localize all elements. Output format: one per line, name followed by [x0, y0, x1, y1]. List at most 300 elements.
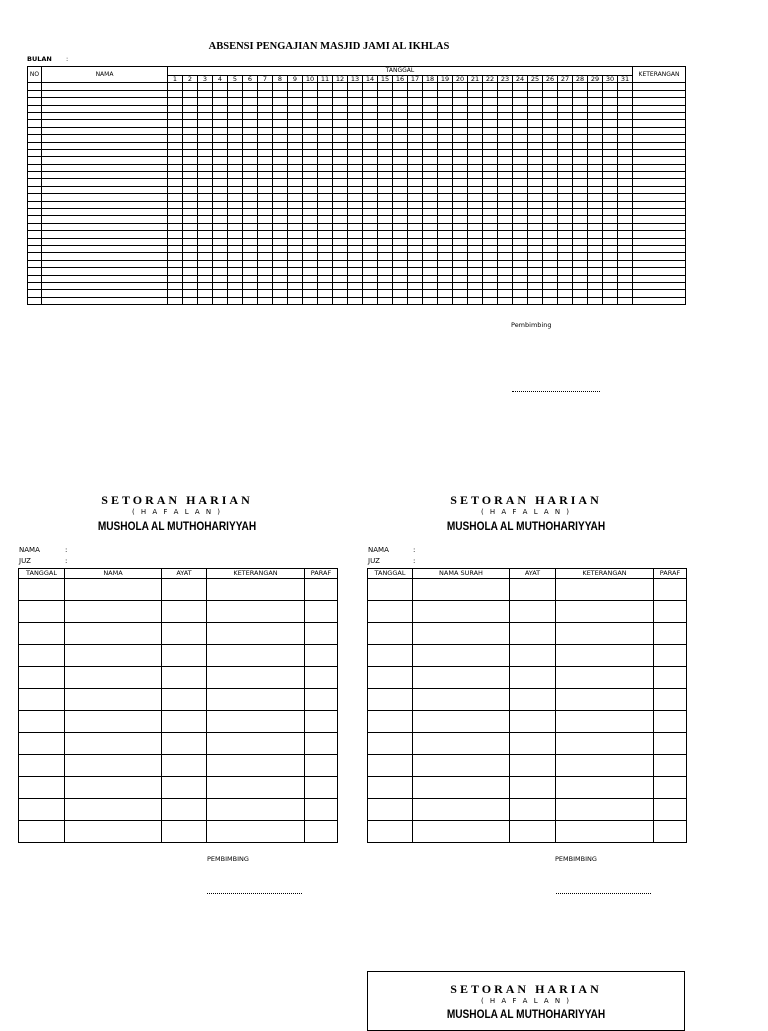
- attendance-cell: [288, 149, 303, 156]
- attendance-cell: [363, 223, 378, 230]
- attendance-cell: [588, 238, 603, 245]
- attendance-cell: [273, 209, 288, 216]
- attendance-cell: [378, 186, 393, 193]
- attendance-cell: [558, 194, 573, 201]
- attendance-cell: [423, 231, 438, 238]
- attendance-cell: [258, 149, 273, 156]
- setoran-cell: [556, 667, 654, 689]
- attendance-cell: [468, 260, 483, 267]
- attendance-cell: [28, 297, 42, 304]
- setoran-cell: [305, 667, 338, 689]
- attendance-cell: [303, 90, 318, 97]
- day-header: 30: [603, 76, 618, 83]
- attendance-cell: [498, 83, 513, 90]
- attendance-cell: [168, 297, 183, 304]
- attendance-cell: [318, 105, 333, 112]
- attendance-cell: [438, 245, 453, 252]
- left-nama-label: NAMA: [19, 546, 40, 554]
- attendance-cell: [228, 209, 243, 216]
- attendance-cell: [288, 209, 303, 216]
- attendance-cell: [603, 120, 618, 127]
- attendance-cell: [183, 98, 198, 105]
- setoran-cell: [654, 755, 687, 777]
- attendance-cell: [348, 223, 363, 230]
- setoran-cell: [413, 623, 510, 645]
- attendance-cell: [303, 179, 318, 186]
- attendance-cell: [468, 238, 483, 245]
- attendance-cell: [558, 142, 573, 149]
- attendance-cell: [258, 253, 273, 260]
- attendance-cell: [603, 282, 618, 289]
- setoran-cell: [19, 755, 65, 777]
- attendance-cell: [423, 149, 438, 156]
- attendance-cell: [28, 135, 42, 142]
- attendance-cell: [423, 172, 438, 179]
- attendance-cell: [468, 194, 483, 201]
- attendance-cell: [28, 127, 42, 134]
- attendance-cell: [213, 105, 228, 112]
- attendance-cell: [633, 149, 686, 156]
- right-juz-label: JUZ: [368, 557, 380, 565]
- attendance-cell: [528, 83, 543, 90]
- attendance-cell: [288, 238, 303, 245]
- setoran-cell: [556, 623, 654, 645]
- attendance-row: [28, 83, 686, 90]
- attendance-cell: [573, 275, 588, 282]
- attendance-cell: [333, 83, 348, 90]
- attendance-cell: [168, 282, 183, 289]
- attendance-cell: [28, 90, 42, 97]
- attendance-cell: [42, 223, 168, 230]
- attendance-cell: [573, 157, 588, 164]
- setoran-right-title: SETORAN HARIAN: [450, 493, 602, 507]
- attendance-cell: [573, 179, 588, 186]
- attendance-cell: [453, 179, 468, 186]
- attendance-cell: [618, 142, 633, 149]
- attendance-cell: [528, 297, 543, 304]
- attendance-cell: [633, 201, 686, 208]
- attendance-cell: [42, 142, 168, 149]
- attendance-row: [28, 149, 686, 156]
- attendance-cell: [378, 282, 393, 289]
- header-tanggal: TANGGAL: [168, 67, 633, 76]
- attendance-cell: [318, 179, 333, 186]
- attendance-cell: [543, 194, 558, 201]
- attendance-cell: [438, 238, 453, 245]
- attendance-cell: [228, 260, 243, 267]
- attendance-cell: [168, 120, 183, 127]
- attendance-cell: [468, 142, 483, 149]
- attendance-cell: [423, 90, 438, 97]
- attendance-cell: [213, 135, 228, 142]
- attendance-cell: [573, 223, 588, 230]
- attendance-cell: [588, 135, 603, 142]
- attendance-cell: [213, 112, 228, 119]
- attendance-cell: [363, 275, 378, 282]
- attendance-cell: [42, 268, 168, 275]
- setoran-row: [368, 623, 687, 645]
- attendance-cell: [498, 231, 513, 238]
- left-juz-colon: :: [65, 557, 68, 565]
- attendance-cell: [228, 268, 243, 275]
- setoran-cell: [654, 711, 687, 733]
- attendance-cell: [288, 142, 303, 149]
- setoran-cell: [556, 777, 654, 799]
- attendance-cell: [168, 201, 183, 208]
- attendance-cell: [483, 209, 498, 216]
- attendance-cell: [168, 157, 183, 164]
- setoran-cell: [207, 579, 305, 601]
- day-header: 22: [483, 76, 498, 83]
- attendance-cell: [243, 209, 258, 216]
- attendance-cell: [483, 297, 498, 304]
- attendance-cell: [603, 209, 618, 216]
- attendance-cell: [273, 179, 288, 186]
- attendance-cell: [348, 290, 363, 297]
- attendance-cell: [333, 216, 348, 223]
- attendance-cell: [28, 209, 42, 216]
- setoran-cell: [510, 689, 556, 711]
- attendance-cell: [288, 260, 303, 267]
- attendance-cell: [633, 135, 686, 142]
- attendance-cell: [498, 282, 513, 289]
- attendance-cell: [483, 164, 498, 171]
- attendance-cell: [348, 164, 363, 171]
- attendance-cell: [213, 275, 228, 282]
- attendance-row: [28, 268, 686, 275]
- attendance-cell: [168, 98, 183, 105]
- attendance-cell: [513, 142, 528, 149]
- attendance-cell: [408, 297, 423, 304]
- attendance-row: [28, 216, 686, 223]
- setoran-cell: [654, 667, 687, 689]
- attendance-cell: [558, 157, 573, 164]
- attendance-cell: [363, 290, 378, 297]
- attendance-cell: [228, 127, 243, 134]
- attendance-cell: [393, 179, 408, 186]
- setoran-cell: [19, 689, 65, 711]
- attendance-cell: [408, 142, 423, 149]
- attendance-cell: [243, 268, 258, 275]
- attendance-cell: [618, 186, 633, 193]
- attendance-cell: [543, 253, 558, 260]
- attendance-cell: [273, 90, 288, 97]
- attendance-cell: [408, 209, 423, 216]
- attendance-cell: [288, 120, 303, 127]
- attendance-cell: [168, 275, 183, 282]
- attendance-cell: [543, 164, 558, 171]
- attendance-cell: [213, 164, 228, 171]
- attendance-cell: [423, 201, 438, 208]
- attendance-cell: [288, 297, 303, 304]
- attendance-cell: [588, 194, 603, 201]
- attendance-cell: [513, 245, 528, 252]
- attendance-cell: [453, 223, 468, 230]
- attendance-cell: [42, 194, 168, 201]
- attendance-cell: [498, 142, 513, 149]
- attendance-cell: [288, 268, 303, 275]
- attendance-cell: [363, 135, 378, 142]
- attendance-cell: [543, 157, 558, 164]
- attendance-cell: [513, 194, 528, 201]
- attendance-cell: [303, 238, 318, 245]
- setoran-cell: [162, 689, 207, 711]
- attendance-cell: [42, 290, 168, 297]
- attendance-cell: [633, 290, 686, 297]
- attendance-cell: [408, 98, 423, 105]
- attendance-cell: [558, 245, 573, 252]
- attendance-cell: [618, 179, 633, 186]
- attendance-cell: [288, 127, 303, 134]
- attendance-cell: [318, 238, 333, 245]
- attendance-cell: [258, 142, 273, 149]
- setoran-left-org: MUSHOLA AL MUTHOHARIYYAH: [97, 521, 257, 533]
- attendance-cell: [588, 83, 603, 90]
- attendance-cell: [483, 127, 498, 134]
- attendance-cell: [378, 260, 393, 267]
- attendance-cell: [198, 194, 213, 201]
- attendance-cell: [168, 83, 183, 90]
- attendance-cell: [513, 282, 528, 289]
- attendance-cell: [273, 164, 288, 171]
- attendance-cell: [408, 186, 423, 193]
- attendance-cell: [573, 105, 588, 112]
- attendance-cell: [213, 194, 228, 201]
- attendance-cell: [528, 149, 543, 156]
- attendance-cell: [213, 120, 228, 127]
- attendance-cell: [558, 127, 573, 134]
- attendance-cell: [393, 209, 408, 216]
- setoran-cell: [654, 623, 687, 645]
- attendance-row: [28, 194, 686, 201]
- attendance-cell: [363, 179, 378, 186]
- day-header: 1: [168, 76, 183, 83]
- attendance-cell: [603, 253, 618, 260]
- attendance-cell: [633, 260, 686, 267]
- setoran-cell: [510, 711, 556, 733]
- setoran-row: [368, 733, 687, 755]
- attendance-cell: [528, 98, 543, 105]
- attendance-cell: [303, 83, 318, 90]
- setoran-cell: [413, 821, 510, 843]
- attendance-cell: [198, 290, 213, 297]
- attendance-cell: [408, 245, 423, 252]
- header-nama: NAMA: [42, 67, 168, 83]
- attendance-cell: [318, 297, 333, 304]
- attendance-cell: [423, 120, 438, 127]
- attendance-cell: [633, 245, 686, 252]
- attendance-cell: [543, 142, 558, 149]
- setoran-row: [19, 821, 338, 843]
- attendance-cell: [303, 135, 318, 142]
- attendance-cell: [198, 120, 213, 127]
- attendance-cell: [618, 297, 633, 304]
- attendance-cell: [363, 98, 378, 105]
- attendance-cell: [333, 253, 348, 260]
- attendance-cell: [633, 90, 686, 97]
- attendance-cell: [453, 201, 468, 208]
- attendance-cell: [348, 260, 363, 267]
- attendance-cell: [618, 201, 633, 208]
- attendance-cell: [318, 127, 333, 134]
- attendance-cell: [273, 238, 288, 245]
- day-header: 4: [213, 76, 228, 83]
- attendance-cell: [183, 149, 198, 156]
- attendance-cell: [468, 105, 483, 112]
- attendance-cell: [318, 164, 333, 171]
- attendance-cell: [168, 142, 183, 149]
- attendance-cell: [228, 157, 243, 164]
- attendance-cell: [438, 127, 453, 134]
- attendance-cell: [303, 260, 318, 267]
- left-col-paraf: PARAF: [305, 569, 338, 579]
- attendance-cell: [348, 245, 363, 252]
- attendance-cell: [543, 172, 558, 179]
- attendance-cell: [408, 194, 423, 201]
- attendance-cell: [408, 135, 423, 142]
- attendance-cell: [228, 290, 243, 297]
- attendance-cell: [228, 120, 243, 127]
- attendance-cell: [438, 253, 453, 260]
- attendance-cell: [28, 98, 42, 105]
- attendance-cell: [333, 223, 348, 230]
- setoran-cell: [19, 623, 65, 645]
- attendance-cell: [273, 135, 288, 142]
- attendance-row: [28, 231, 686, 238]
- attendance-cell: [393, 245, 408, 252]
- attendance-cell: [468, 216, 483, 223]
- attendance-cell: [243, 297, 258, 304]
- attendance-cell: [243, 275, 258, 282]
- attendance-cell: [198, 112, 213, 119]
- attendance-cell: [573, 127, 588, 134]
- attendance-cell: [258, 90, 273, 97]
- attendance-cell: [318, 194, 333, 201]
- attendance-cell: [303, 201, 318, 208]
- setoran-right-org: MUSHOLA AL MUTHOHARIYYAH: [446, 521, 606, 533]
- attendance-cell: [528, 260, 543, 267]
- attendance-cell: [543, 112, 558, 119]
- attendance-cell: [28, 157, 42, 164]
- right-nama-label: NAMA: [368, 546, 389, 554]
- attendance-cell: [258, 245, 273, 252]
- setoran-cell: [654, 821, 687, 843]
- attendance-cell: [483, 112, 498, 119]
- attendance-cell: [318, 268, 333, 275]
- attendance-cell: [42, 216, 168, 223]
- attendance-cell: [483, 105, 498, 112]
- setoran-row: [368, 777, 687, 799]
- attendance-cell: [393, 127, 408, 134]
- attendance-cell: [288, 135, 303, 142]
- attendance-cell: [213, 223, 228, 230]
- attendance-cell: [288, 186, 303, 193]
- day-header: 2: [183, 76, 198, 83]
- attendance-row: [28, 201, 686, 208]
- attendance-row: [28, 179, 686, 186]
- attendance-cell: [438, 90, 453, 97]
- attendance-cell: [183, 164, 198, 171]
- day-header: 3: [198, 76, 213, 83]
- attendance-cell: [633, 282, 686, 289]
- setoran-cell: [510, 733, 556, 755]
- attendance-cell: [183, 268, 198, 275]
- attendance-cell: [528, 231, 543, 238]
- attendance-cell: [288, 216, 303, 223]
- attendance-cell: [543, 83, 558, 90]
- attendance-row: [28, 127, 686, 134]
- setoran-row: [368, 689, 687, 711]
- attendance-cell: [183, 112, 198, 119]
- attendance-cell: [333, 201, 348, 208]
- attendance-cell: [633, 112, 686, 119]
- attendance-cell: [303, 268, 318, 275]
- attendance-cell: [228, 223, 243, 230]
- attendance-cell: [528, 216, 543, 223]
- attendance-cell: [453, 216, 468, 223]
- attendance-cell: [528, 120, 543, 127]
- attendance-cell: [423, 164, 438, 171]
- attendance-cell: [618, 216, 633, 223]
- attendance-cell: [438, 179, 453, 186]
- attendance-cell: [558, 164, 573, 171]
- attendance-cell: [423, 105, 438, 112]
- day-header: 19: [438, 76, 453, 83]
- attendance-cell: [393, 186, 408, 193]
- attendance-cell: [42, 172, 168, 179]
- attendance-row: [28, 120, 686, 127]
- attendance-cell: [348, 90, 363, 97]
- attendance-cell: [168, 164, 183, 171]
- attendance-cell: [483, 290, 498, 297]
- bulan-label: BULAN: [27, 55, 52, 63]
- attendance-cell: [258, 135, 273, 142]
- attendance-cell: [483, 245, 498, 252]
- setoran-row: [368, 711, 687, 733]
- attendance-cell: [42, 238, 168, 245]
- attendance-cell: [498, 98, 513, 105]
- day-header: 12: [333, 76, 348, 83]
- attendance-cell: [453, 268, 468, 275]
- attendance-cell: [42, 98, 168, 105]
- attendance-row: [28, 260, 686, 267]
- attendance-cell: [573, 186, 588, 193]
- attendance-cell: [168, 290, 183, 297]
- attendance-cell: [258, 209, 273, 216]
- attendance-cell: [393, 201, 408, 208]
- setoran-cell: [65, 601, 162, 623]
- setoran-row: [368, 799, 687, 821]
- attendance-cell: [198, 142, 213, 149]
- attendance-cell: [528, 135, 543, 142]
- day-header: 16: [393, 76, 408, 83]
- attendance-cell: [513, 275, 528, 282]
- attendance-cell: [498, 194, 513, 201]
- attendance-cell: [498, 90, 513, 97]
- attendance-cell: [363, 149, 378, 156]
- attendance-cell: [258, 157, 273, 164]
- attendance-cell: [183, 186, 198, 193]
- attendance-cell: [318, 260, 333, 267]
- attendance-cell: [603, 127, 618, 134]
- setoran-row: [368, 667, 687, 689]
- attendance-cell: [513, 253, 528, 260]
- header-keterangan: KETERANGAN: [633, 67, 686, 83]
- attendance-cell: [318, 253, 333, 260]
- attendance-cell: [333, 194, 348, 201]
- attendance-cell: [573, 201, 588, 208]
- attendance-cell: [573, 142, 588, 149]
